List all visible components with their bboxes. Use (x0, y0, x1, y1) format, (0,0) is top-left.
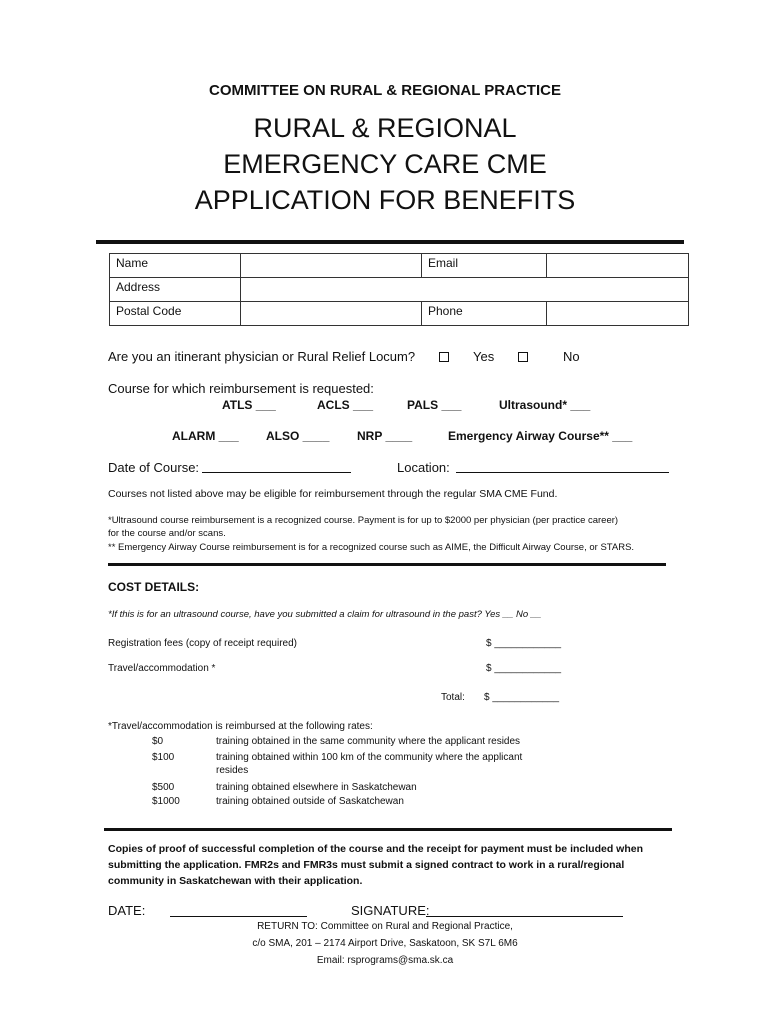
travel-label: Travel/accommodation * (108, 663, 216, 674)
travel-amount[interactable]: $ ____________ (486, 663, 562, 674)
rate-description: training obtained within 100 km of the community where the applicant (216, 752, 523, 763)
proof-line1: Copies of proof of successful completion of the course and the receipt for payment must be included when (108, 843, 643, 855)
date-of-course-line[interactable] (202, 472, 351, 473)
rate-amount: $1000 (152, 796, 180, 807)
date-of-course-label: Date of Course: (108, 460, 200, 475)
name-label: Name (110, 254, 241, 278)
rate-description: training obtained elsewhere in Saskatchewan (216, 782, 417, 793)
proof-line2: submitting the application. FMR2s and FMR3s must submit a signed contract to work in a rural/regional (108, 859, 625, 871)
ultrasound-note-1: *Ultrasound course reimbursement is a recognized course. Payment is for up to $2000 per physician (per practice career) (108, 515, 619, 526)
rate-amount: $500 (152, 782, 175, 793)
cost-details-heading: COST DETAILS: (108, 580, 200, 594)
course-intro: Course for which reimbursement is requested: (108, 381, 374, 396)
date-label: DATE: (108, 903, 146, 918)
header-divider (96, 240, 684, 244)
yes-label: Yes (473, 349, 495, 364)
ultrasound-claim-question: *If this is for an ultrasound course, have you submitted a claim for ultrasound in the past? Yes __ No __ (108, 609, 542, 620)
total-amount[interactable]: $ ____________ (484, 692, 560, 703)
return-to-line2: c/o SMA, 201 – 2174 Airport Drive, Saskatoon, SK S7L 6M6 (252, 938, 518, 949)
airway-note: ** Emergency Airway Course reimbursement is for a recognized course such as AIME, the Difficult Airway Course, or STARS. (108, 542, 635, 553)
course-nrp[interactable]: NRP ____ (357, 429, 413, 443)
signature-label: SIGNATURE: (351, 903, 430, 918)
course-emergency-airway[interactable]: Emergency Airway Course** ___ (448, 429, 633, 443)
date-line[interactable] (170, 916, 307, 917)
signature-line[interactable] (426, 916, 623, 917)
return-to-line1: RETURN TO: Committee on Rural and Regional Practice, (257, 921, 513, 932)
no-label: No (563, 349, 580, 364)
postal-code-label: Postal Code (110, 302, 241, 326)
form-title-line2: EMERGENCY CARE CME (223, 149, 547, 179)
course-pals[interactable]: PALS ___ (407, 398, 462, 412)
name-field[interactable] (241, 254, 422, 278)
postal-code-field[interactable] (241, 302, 422, 326)
rate-amount: $100 (152, 752, 175, 763)
yes-checkbox[interactable] (439, 352, 449, 362)
registration-fees-amount[interactable]: $ ____________ (486, 638, 562, 649)
not-listed-note: Courses not listed above may be eligible for reimbursement through the regular SMA CME Fund. (108, 488, 558, 500)
rates-divider (104, 828, 672, 831)
course-also[interactable]: ALSO ____ (266, 429, 330, 443)
form-title-line3: APPLICATION FOR BENEFITS (194, 185, 576, 215)
rates-intro: *Travel/accommodation is reimbursed at the following rates: (108, 721, 373, 732)
location-line[interactable] (456, 472, 669, 473)
applicant-info-table (109, 253, 689, 326)
email-label: Email (422, 254, 547, 278)
proof-line3: community in Saskatchewan with their application. (108, 875, 363, 887)
location-label: Location: (397, 460, 450, 475)
rate-description: training obtained outside of Saskatchewan (216, 796, 404, 807)
rate-description-cont: resides (216, 765, 249, 776)
itinerant-question: Are you an itinerant physician or Rural Relief Locum? (108, 349, 416, 364)
committee-heading: COMMITTEE ON RURAL & REGIONAL PRACTICE (209, 82, 561, 99)
email-field[interactable] (547, 254, 689, 278)
address-field[interactable] (241, 278, 689, 302)
phone-label: Phone (422, 302, 547, 326)
ultrasound-note-2: for the course and/or scans. (108, 528, 226, 539)
rate-amount: $0 (152, 736, 164, 747)
no-checkbox[interactable] (518, 352, 528, 362)
address-label: Address (110, 278, 241, 302)
rate-description: training obtained in the same community where the applicant resides (216, 736, 521, 747)
course-alarm[interactable]: ALARM ___ (172, 429, 239, 443)
course-atls[interactable]: ATLS ___ (222, 398, 276, 412)
registration-fees-label: Registration fees (copy of receipt required) (108, 638, 297, 649)
phone-field[interactable] (547, 302, 689, 326)
course-acls[interactable]: ACLS ___ (317, 398, 374, 412)
course-ultrasound[interactable]: Ultrasound* ___ (499, 398, 591, 412)
return-email: Email: rsprograms@sma.sk.ca (316, 955, 454, 966)
notes-divider (108, 563, 666, 566)
total-label: Total: (441, 692, 465, 703)
form-title-line1: RURAL & REGIONAL (253, 113, 517, 143)
